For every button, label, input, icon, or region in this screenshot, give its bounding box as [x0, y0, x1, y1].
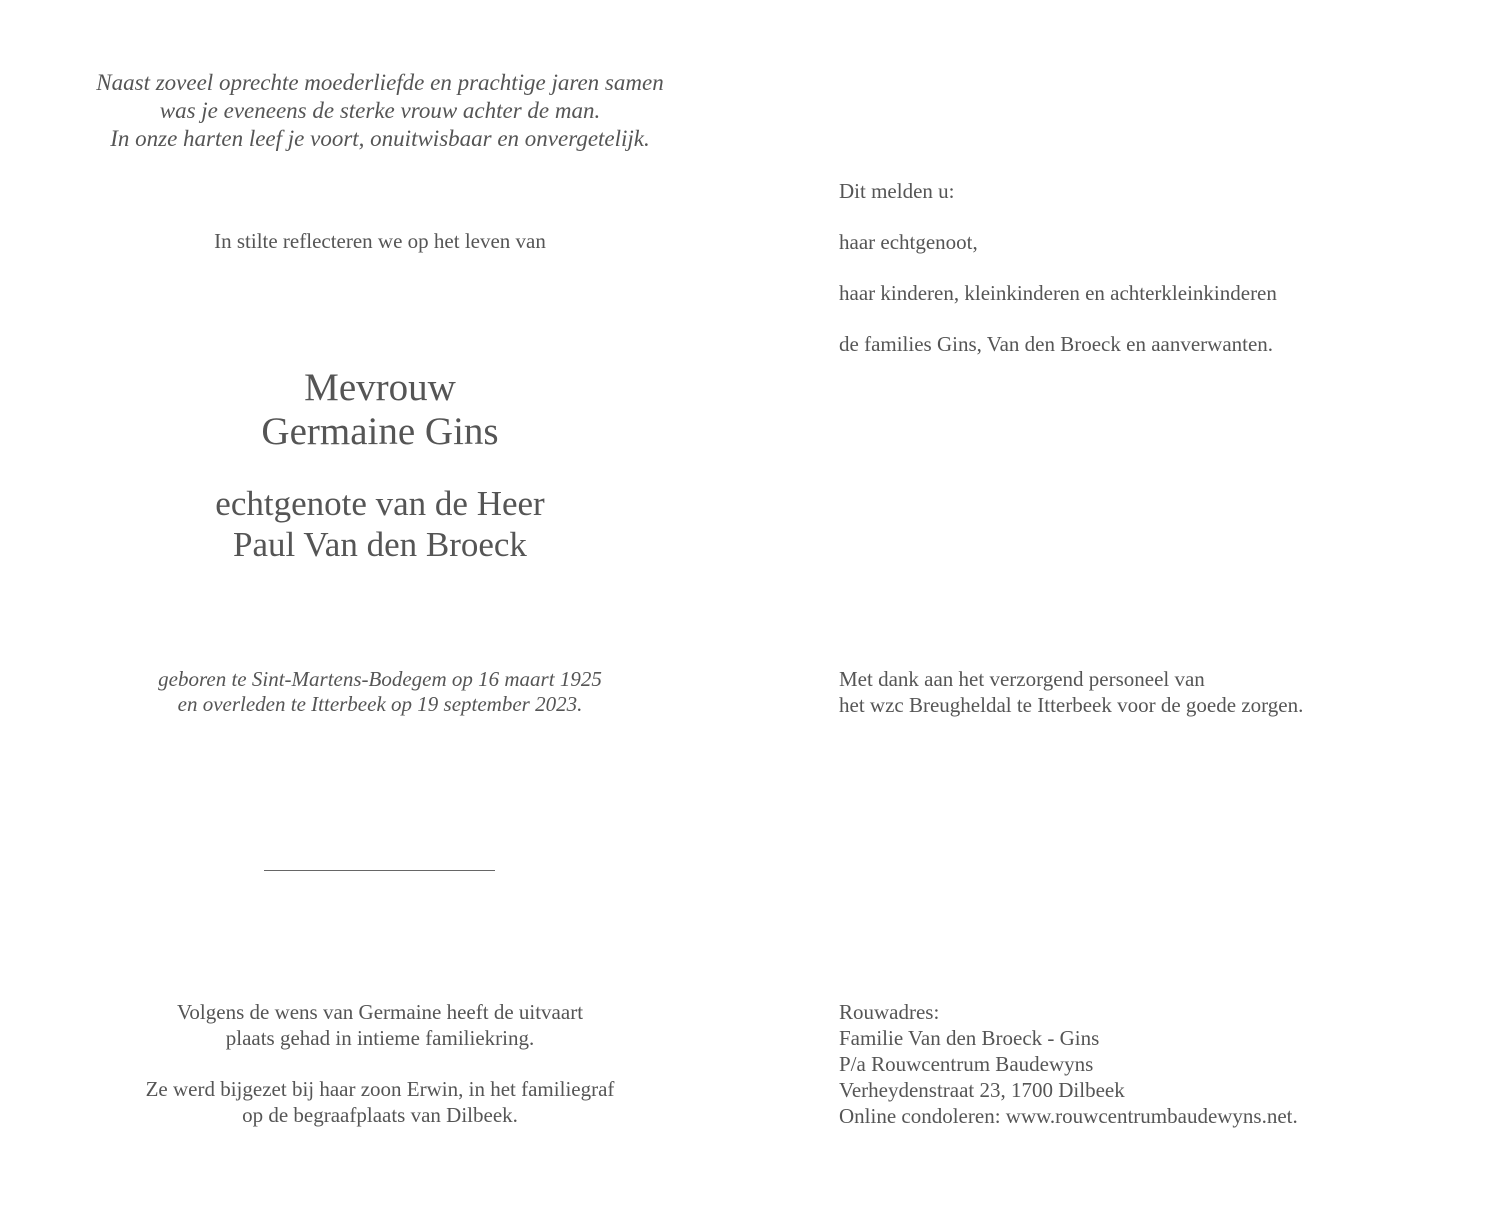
address-street: Verheydenstraat 23, 1700 Dilbeek: [839, 1078, 1125, 1102]
address-online: Online condoleren: www.rouwcentrumbaudewyns.net.: [839, 1104, 1298, 1128]
intro-text: In stilte reflecteren we op het leven van: [214, 229, 546, 253]
poem-line-2: was je eveneens de sterke vrouw achter de man.: [159, 98, 601, 123]
burial-line-2: op de begraafplaats van Dilbeek.: [242, 1103, 518, 1127]
burial-line-1: Ze werd bijgezet bij haar zoon Erwin, in het familiegraf: [145, 1077, 615, 1101]
spouse-block: [0, 483, 760, 565]
memorial-poem: [0, 69, 760, 153]
birth-line: geboren te Sint-Martens-Bodegem op 16 maart 1925: [158, 667, 602, 691]
thanks-block: [839, 666, 1479, 718]
announce-line-1: haar echtgenoot,: [839, 230, 978, 254]
announce-intro: Dit melden u:: [839, 179, 955, 203]
funeral-line-1: Volgens de wens van Germaine heeft de uitvaart: [176, 1000, 584, 1024]
funeral-line-2: plaats gehad in intieme familiekring.: [225, 1026, 535, 1050]
birth-death-block: [0, 667, 760, 717]
announce-line-3: de families Gins, Van den Broeck en aanverwanten.: [839, 332, 1274, 356]
poem-line-3: In onze harten leef je voort, onuitwisbaar en onvergetelijk.: [110, 126, 650, 151]
spouse-line-1: echtgenote van de Heer: [215, 484, 545, 523]
death-line: en overleden te Itterbeek op 19 september 2023.: [177, 692, 583, 716]
address-care-of: P/a Rouwcentrum Baudewyns: [839, 1052, 1094, 1076]
announce-line-2: haar kinderen, kleinkinderen en achterkleinkinderen: [839, 281, 1277, 305]
divider-line: [264, 870, 495, 871]
announcement-block: [839, 178, 1479, 382]
thanks-line-2: het wzc Breugheldal te Itterbeek voor de goede zorgen.: [839, 693, 1304, 717]
spouse-line-2: Paul Van den Broeck: [233, 525, 527, 564]
deceased-title: Mevrouw: [304, 366, 456, 409]
deceased-name-block: [0, 366, 760, 454]
deceased-name: Germaine Gins: [261, 410, 499, 453]
funeral-info: [0, 999, 760, 1128]
poem-line-1: Naast zoveel oprechte moederliefde en prachtige jaren samen: [96, 70, 664, 95]
address-label: Rouwadres:: [839, 1000, 940, 1024]
thanks-line-1: Met dank aan het verzorgend personeel van: [839, 667, 1205, 691]
address-family: Familie Van den Broeck - Gins: [839, 1026, 1100, 1050]
mourning-address: [839, 999, 1479, 1129]
